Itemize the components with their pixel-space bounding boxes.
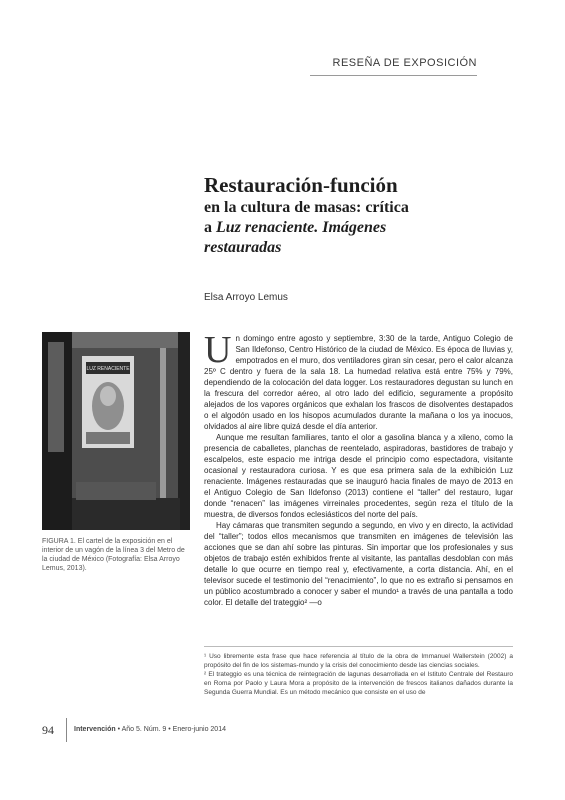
metro-wagon-image (42, 332, 190, 530)
paragraph-2: Aunque me resultan familiares, tanto el olor a gasolina blanca y a xileno, como la presencia de caballetes, planchas de reentelado, aspiradoras, bastidores de trabajo y escalpelos, este espacio me intriga desde el principio como espectadora, visitante ocasional y restauradora curiosa. Y es que esa primera sala de la exhibición Luz renaciente. Imágenes restauradas que se inauguró hacia finales de mayo de 2013 en el Antiguo Colegio de San Ildefonso (2013) contiene el “taller” del restauro, lugar donde “renacen” las imágenes virreinales procedentes, según reza el título de la muestra, de diversos fondos eclesiásticos del norte del país. (204, 433, 513, 519)
figure-caption: FIGURA 1. El cartel de la exposición en el interior de un vagón de la línea 3 del Metro de la ciudad de México (Fotografía: Elsa Arroyo Lemus, 2013). (42, 538, 185, 572)
section-rule (310, 75, 477, 76)
article-title: Restauración-función (204, 173, 398, 197)
issue-info: • Año 5. Núm. 9 • Enero-junio 2014 (115, 726, 226, 733)
paragraph-1: Un domingo entre agosto y septiembre, 3:30 de la tarde, Antiguo Colegio de San Ildefonso, Centro Histórico de la ciudad de México. Es época de lluvias y, empotrados en el muro, dos ventiladores giran sin cesar, pero el calor alcanza 25º C dentro y fuera de la sala 18. La humedad relativa está entre 75% y 79%, dependiendo de la colocación del data logger. Los restauradores degustan su lunch en la frescura del corredor aéreo, al otro lado del edificio, seguramente a propósito alejados de los vapores orgánicos que exhalan los frascos de disolventes destapados o el algodón usado en los hisopos acumulados durante la mañana o los ya inocuos, olvidados al aire libre quizá desde el día anterior. (204, 329, 513, 431)
footer-info (74, 726, 226, 733)
article-subtitle-line-1: en la cultura de masas: crítica (204, 199, 409, 216)
subtitle-italic: Luz renaciente. Imágenes (216, 219, 387, 236)
section-label: RESEÑA DE EXPOSICIÓN (332, 57, 477, 69)
article-body (204, 329, 513, 608)
page-number: 94 (42, 723, 54, 737)
footer-divider (66, 718, 67, 742)
paragraph-3: Hay cámaras que transmiten segundo a segundo, en vivo y en directo, la actividad del “taller”; todos ellos mecanismos que transmiten en imágenes de televisión las acciones que se dan ahí sobre las pinturas. Sin importar que los profesionales y sus objetos de trabajo estén exhibidos frente al visitante, las pantallas desdoblan con más detalle lo que ocurre en tiempo real y, efectivamente, a corta distancia. Ahí, en el televisor sucede el testimonio del “renacimiento”, lo que no es extraño si pensamos en un público acostumbrado a conocer y saber el mundo¹ a través de una pantalla a todo color. El detalle del trateggio² —o (204, 521, 513, 607)
subtitle-a: a (204, 219, 216, 236)
article-title-block (204, 172, 534, 258)
metro-poster-photo (42, 332, 190, 530)
footnote-1: ¹ Uso libremente esta frase que hace referencia al título de la obra de Immanuel Wallerstein (2002) a propósito del fin de los sistemas-mundo y la crisis del conocimiento desde las ciencias sociales. (204, 653, 513, 669)
poster-text: LUZ RENACIENTE (86, 366, 130, 372)
article-subtitle-line-2 (204, 218, 534, 238)
footnote-2: ² El trateggio es una técnica de reintegración de lagunas desarrollada en el Istituto Centrale del Restauro en Roma por Paolo y Laura Mora a propósito de la intervención de frescos italianos dañados durante la Segunda Guerra Mundial. Es un método mecánico que consiste en el uso de (204, 671, 513, 696)
footnotes (204, 646, 513, 697)
dropcap: U (204, 329, 232, 371)
author-name: Elsa Arroyo Lemus (204, 292, 288, 303)
journal-name: Intervención (74, 726, 116, 733)
article-subtitle-line-3: restauradas (204, 239, 282, 256)
